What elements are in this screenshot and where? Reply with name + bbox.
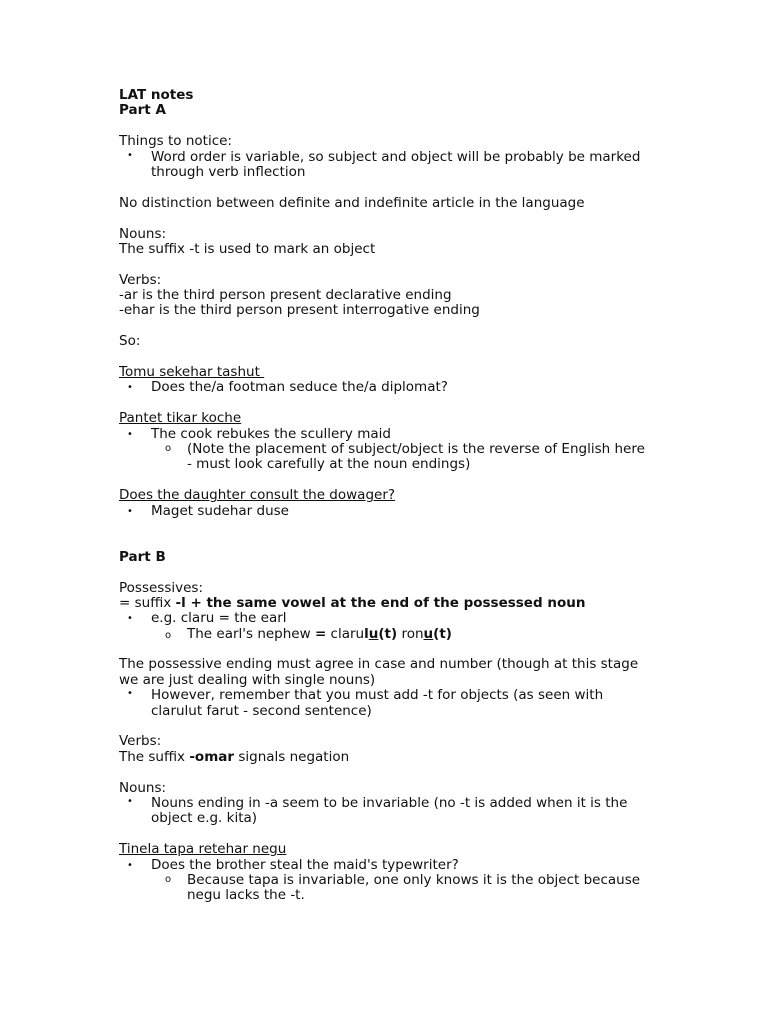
agreement-bullet: • However, remember that you must add -t for objects (as seen with clarulut farut - second sentence) [119, 688, 679, 719]
agreement-line-1: The possessive ending must agree in case and number (though at this stage [119, 656, 639, 673]
example-2-sentence: Pantet tikar koche [119, 410, 242, 427]
agreement-line-2: we are just dealing with single nouns) [119, 671, 376, 688]
document-page [119, 88, 679, 904]
verbs-label: Verbs: [119, 271, 162, 288]
verbs-line-1: -ar is the third person present declarative ending [119, 287, 452, 304]
part-b-example-subnote: o Because tapa is invariable, one only knows it is the object because negu lacks the -t. [119, 873, 679, 904]
example-1-bullet: • Does the/a footman seduce the/a diplomat? [119, 380, 679, 395]
possessives-bullet: • e.g. claru = the earl [119, 611, 679, 626]
example-1-sentence: Tomu sekehar tashut [119, 364, 265, 381]
possessives-subnote: o The earl's nephew = clarulu(t) ronu(t) [119, 627, 679, 642]
example-2-subnote: o (Note the placement of subject/object is the reverse of English here - must look carefully at the noun endings) [119, 442, 679, 473]
possessives-label: Possessives: [119, 579, 203, 596]
part-b-example-sentence: Tinela tapa retehar negu [119, 841, 287, 858]
part-b-verbs-text: The suffix -omar signals negation [119, 748, 350, 765]
nouns-label: Nouns: [119, 225, 167, 242]
part-b-nouns-label: Nouns: [119, 779, 167, 796]
part-b-verbs-label: Verbs: [119, 733, 162, 750]
nouns-text: The suffix -t is used to mark an object [119, 240, 376, 257]
notice-label: Things to notice: [119, 133, 232, 150]
notice-bullet: • Word order is variable, so subject and object will be probably be marked through verb inflection [119, 150, 679, 181]
part-b-example-bullet: • Does the brother steal the maid's typewriter? [119, 858, 679, 873]
example-3-bullet: • Maget sudehar duse [119, 504, 679, 519]
part-a-heading: Part A [119, 102, 166, 119]
article-note: No distinction between definite and indefinite article in the language [119, 194, 585, 211]
possessives-rule: = suffix -l + the same vowel at the end of the possessed noun [119, 594, 586, 611]
example-3-sentence: Does the daughter consult the dowager? [119, 487, 396, 504]
part-b-nouns-bullet: • Nouns ending in -a seem to be invariable (no -t is added when it is the object e.g. kita) [119, 796, 679, 827]
document-title: LAT notes [119, 87, 194, 103]
verbs-line-2: -ehar is the third person present interrogative ending [119, 302, 480, 319]
so-label: So: [119, 333, 141, 350]
part-b-heading: Part B [119, 548, 166, 565]
example-2-bullet: • The cook rebukes the scullery maid [119, 427, 679, 442]
